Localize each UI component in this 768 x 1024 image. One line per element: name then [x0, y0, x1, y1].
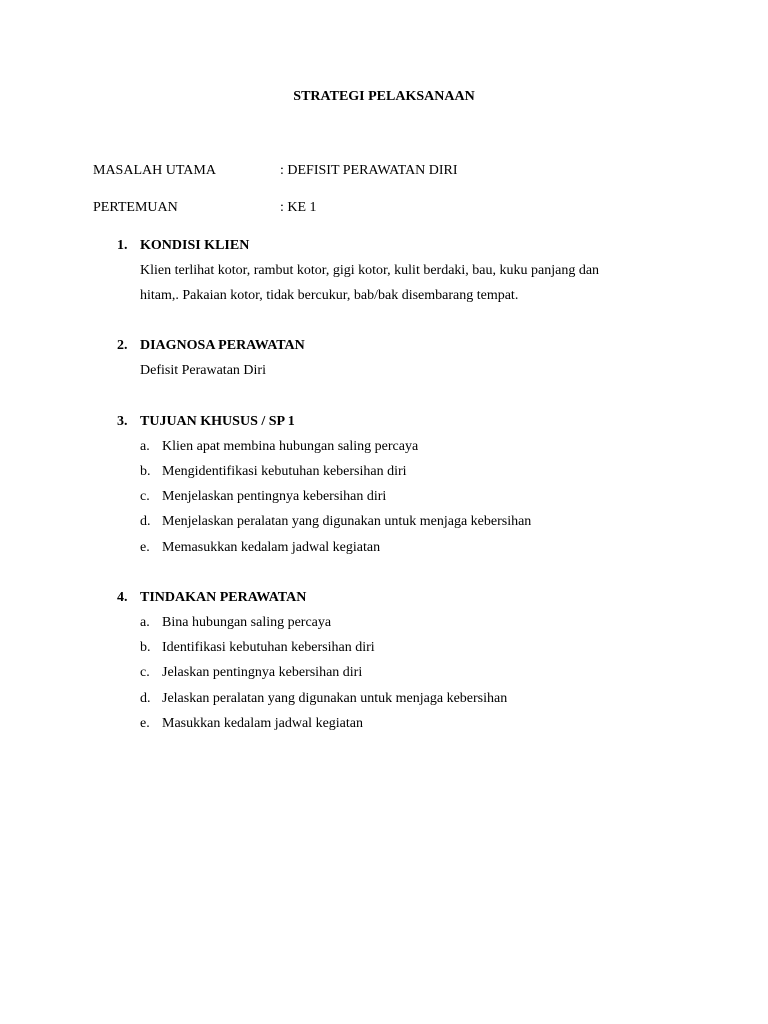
list-item: Menjelaskan pentingnya kebersihan diri: [162, 489, 387, 504]
list-item-marker: d.: [140, 514, 151, 529]
section-number: 1.: [117, 238, 128, 253]
section-text-line: hitam,. Pakaian kotor, tidak bercukur, bab/bak disembarang tempat.: [140, 288, 519, 303]
list-item: Bina hubungan saling percaya: [162, 615, 332, 630]
list-item: Memasukkan kedalam jadwal kegiatan: [162, 540, 381, 555]
section-text-line: Defisit Perawatan Diri: [140, 363, 266, 378]
list-item-marker: c.: [140, 665, 150, 680]
list-item-marker: b.: [140, 464, 151, 479]
list-item-marker: e.: [140, 716, 150, 731]
pertemuan-value: : KE 1: [280, 200, 317, 215]
list-item-marker: a.: [140, 439, 150, 454]
section-number: 3.: [117, 414, 128, 429]
masalah-utama-value: : DEFISIT PERAWATAN DIRI: [280, 163, 458, 178]
list-item-marker: a.: [140, 615, 150, 630]
section-text-line: Klien terlihat kotor, rambut kotor, gigi kotor, kulit berdaki, bau, kuku panjang dan: [140, 263, 600, 278]
section-heading-kondisi-klien: KONDISI KLIEN: [140, 238, 250, 253]
list-item: Klien apat membina hubungan saling percaya: [162, 439, 419, 454]
list-item-marker: d.: [140, 691, 151, 706]
masalah-utama-label: MASALAH UTAMA: [93, 163, 216, 178]
list-item: Mengidentifikasi kebutuhan kebersihan diri: [162, 464, 407, 479]
pertemuan-label: PERTEMUAN: [93, 200, 178, 215]
section-heading-diagnosa-perawatan: DIAGNOSA PERAWATAN: [140, 338, 305, 353]
section-number: 2.: [117, 338, 128, 353]
list-item: Jelaskan pentingnya kebersihan diri: [162, 665, 363, 680]
section-heading-tujuan-khusus: TUJUAN KHUSUS / SP 1: [140, 414, 295, 429]
list-item-marker: b.: [140, 640, 151, 655]
list-item-marker: e.: [140, 540, 150, 555]
list-item: Menjelaskan peralatan yang digunakan untuk menjaga kebersihan: [162, 514, 532, 529]
list-item: Jelaskan peralatan yang digunakan untuk menjaga kebersihan: [162, 691, 508, 706]
list-item-marker: c.: [140, 489, 150, 504]
list-item: Identifikasi kebutuhan kebersihan diri: [162, 640, 375, 655]
section-number: 4.: [117, 590, 128, 605]
list-item: Masukkan kedalam jadwal kegiatan: [162, 716, 363, 731]
document-title: STRATEGI PELAKSANAAN: [293, 89, 475, 104]
section-heading-tindakan-perawatan: TINDAKAN PERAWATAN: [140, 590, 307, 605]
